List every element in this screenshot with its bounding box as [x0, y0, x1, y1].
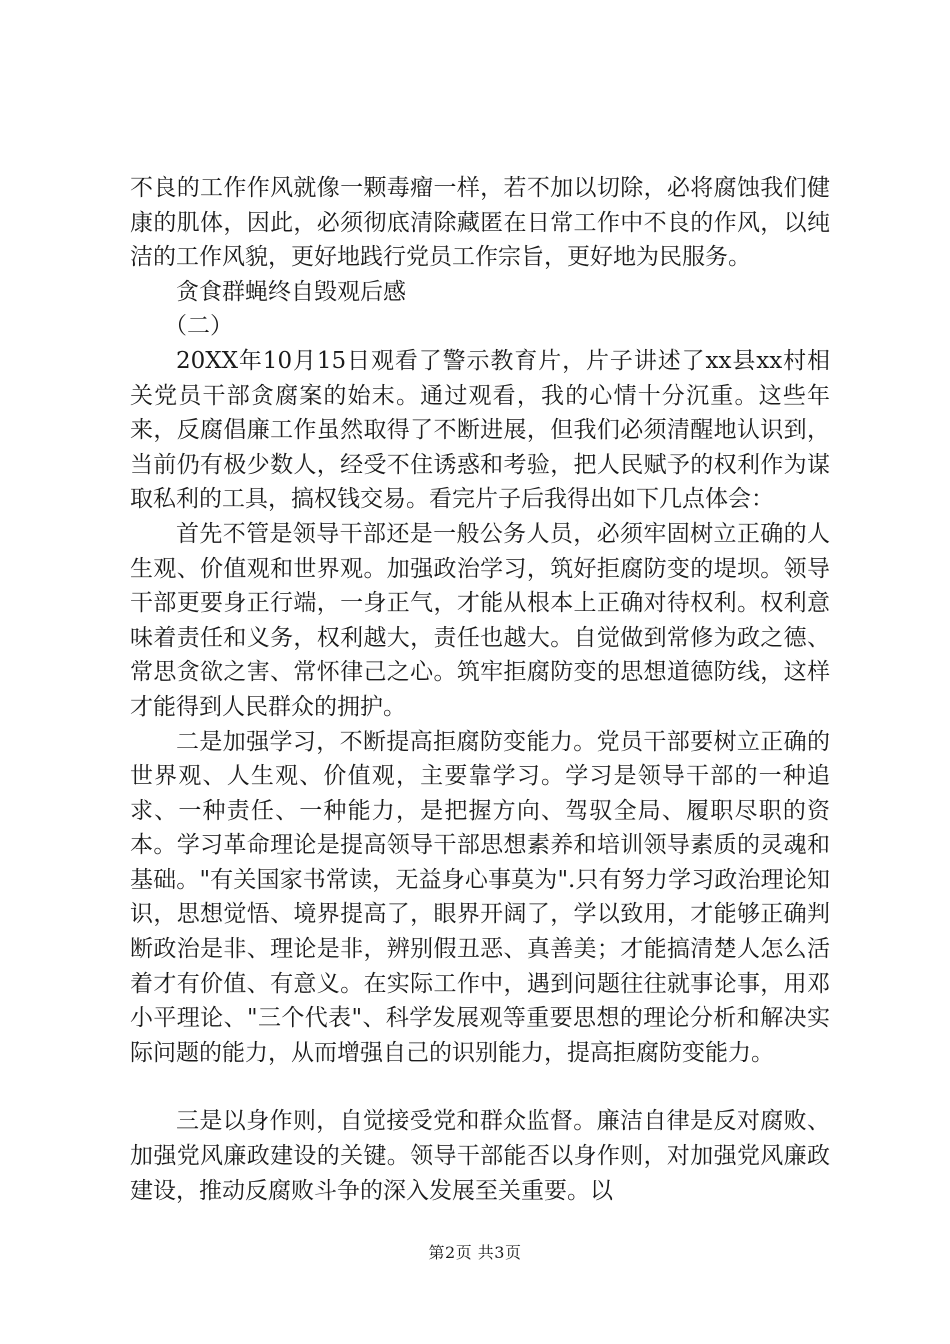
- document-body: [130, 171, 830, 1208]
- paragraph-intro: 20XX年10月15日观看了警示教育片，片子讲述了xx县xx村相关党员干部贪腐案的始末。通过观看，我的心情十分沉重。这些年来，反腐倡廉工作虽然取得了不断进展，但我们必须清醒地认识到，当前仍有极少数人，经受不住诱惑和考验，把人民赋予的权利作为谋取私利的工具，搞权钱交易。看完片子后我得出如下几点体会：: [130, 347, 830, 513]
- paragraph-1: 不良的工作作风就像一颗毒瘤一样，若不加以切除，必将腐蚀我们健康的肌体，因此，必须彻底清除藏匿在日常工作中不良的作风，以纯洁的工作风貌，更好地践行党员工作宗旨，更好地为民服务。: [130, 175, 830, 271]
- paragraph-title: 贪食群蝇终自毁观后感: [176, 278, 406, 305]
- paragraph-point-2: 二是加强学习，不断提高拒腐防变能力。党员干部要树立正确的世界观、人生观、价值观，主要靠学习。学习是领导干部的一种追求、一种责任、一种能力，是把握方向、驾驭全局、履职尽职的资本。学习革命理论是提高领导干部思想素养和培训领导素质的灵魂和基础。"有关国家书常读，无益身心事莫为".只有努力学习政治理论知识，思想觉悟、境界提高了，眼界开阔了，学以致用，才能够正确判断政治是非、理论是非，辨别假丑恶、真善美；才能搞清楚人怎么活着才有价值、有意义。在实际工作中，遇到问题往往就事论事，用邓小平理论、"三个代表"、科学发展观等重要思想的理论分析和解决实际问题的能力，从而增强自己的识别能力，提高拒腐防变能力。: [130, 728, 830, 1066]
- paragraph-section-number: （二）: [164, 313, 233, 340]
- paragraph-point-3: 三是以身作则，自觉接受党和群众监督。廉洁自律是反对腐败、加强党风廉政建设的关键。领导干部能否以身作则，对加强党风廉政建设，推动反腐败斗争的深入发展至关重要。以: [130, 1108, 830, 1204]
- page-footer: 第2页 共3页: [428, 1243, 522, 1262]
- paragraph-point-1: 首先不管是领导干部还是一般公务人员，必须牢固树立正确的人生观、价值观和世界观。加强政治学习，筑好拒腐防变的堤坝。领导干部更要身正行端，一身正气，才能从根本上正确对待权利。权利意味着责任和义务，权利越大，责任也越大。自觉做到常修为政之德、常思贪欲之害、常怀律己之心。筑牢拒腐防变的思想道德防线，这样才能得到人民群众的拥护。: [130, 520, 830, 720]
